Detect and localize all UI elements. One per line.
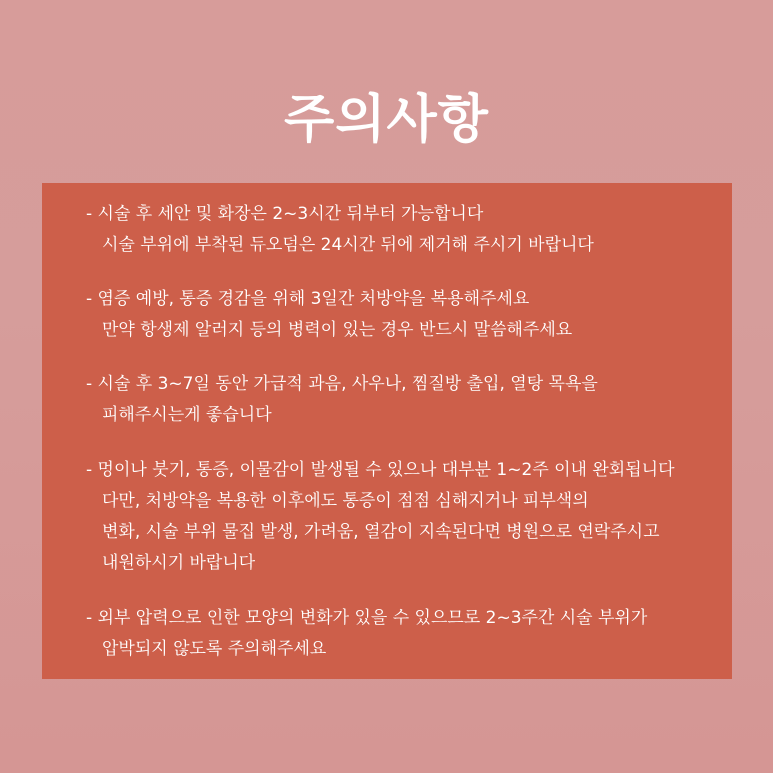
notice-item [86,603,726,665]
notice-line: - 시술 후 세안 및 화장은 2~3시간 뒤부터 가능합니다 [86,204,484,224]
notice-item [86,455,726,579]
notice-line: 다만, 처방약을 복용한 이후에도 통증이 점점 심해지거나 피부색의 [102,491,589,511]
notice-line: 피해주시는게 좋습니다 [102,405,272,425]
notice-line: 시술 부위에 부착된 듀오덤은 24시간 뒤에 제거해 주시기 바랍니다 [102,235,594,255]
notice-item [86,369,726,431]
notice-line: 내원하시기 바랍니다 [102,553,256,573]
notice-line: - 염증 예방, 통증 경감을 위해 3일간 처방약을 복용해주세요 [86,289,530,309]
notice-item [86,284,726,346]
notice-line: 만약 항생제 알러지 등의 병력이 있는 경우 반드시 말씀해주세요 [102,320,573,340]
notice-line: 변화, 시술 부위 물집 발생, 가려움, 열감이 지속된다면 병원으로 연락주시고 [102,522,660,542]
notice-line: 압박되지 않도록 주의해주세요 [102,639,327,659]
notice-line: - 외부 압력으로 인한 모양의 변화가 있을 수 있으므로 2~3주간 시술 부위가 [86,608,648,628]
notice-item [86,199,726,261]
page-title: 주의사항 [284,90,489,150]
notice-panel [42,183,732,679]
notice-line: - 멍이나 붓기, 통증, 이물감이 발생될 수 있으나 대부분 1~2주 이내 완회됩니다 [86,460,675,480]
notice-line: - 시술 후 3~7일 동안 가급적 과음, 사우나, 찜질방 출입, 열탕 목욕을 [86,374,598,394]
